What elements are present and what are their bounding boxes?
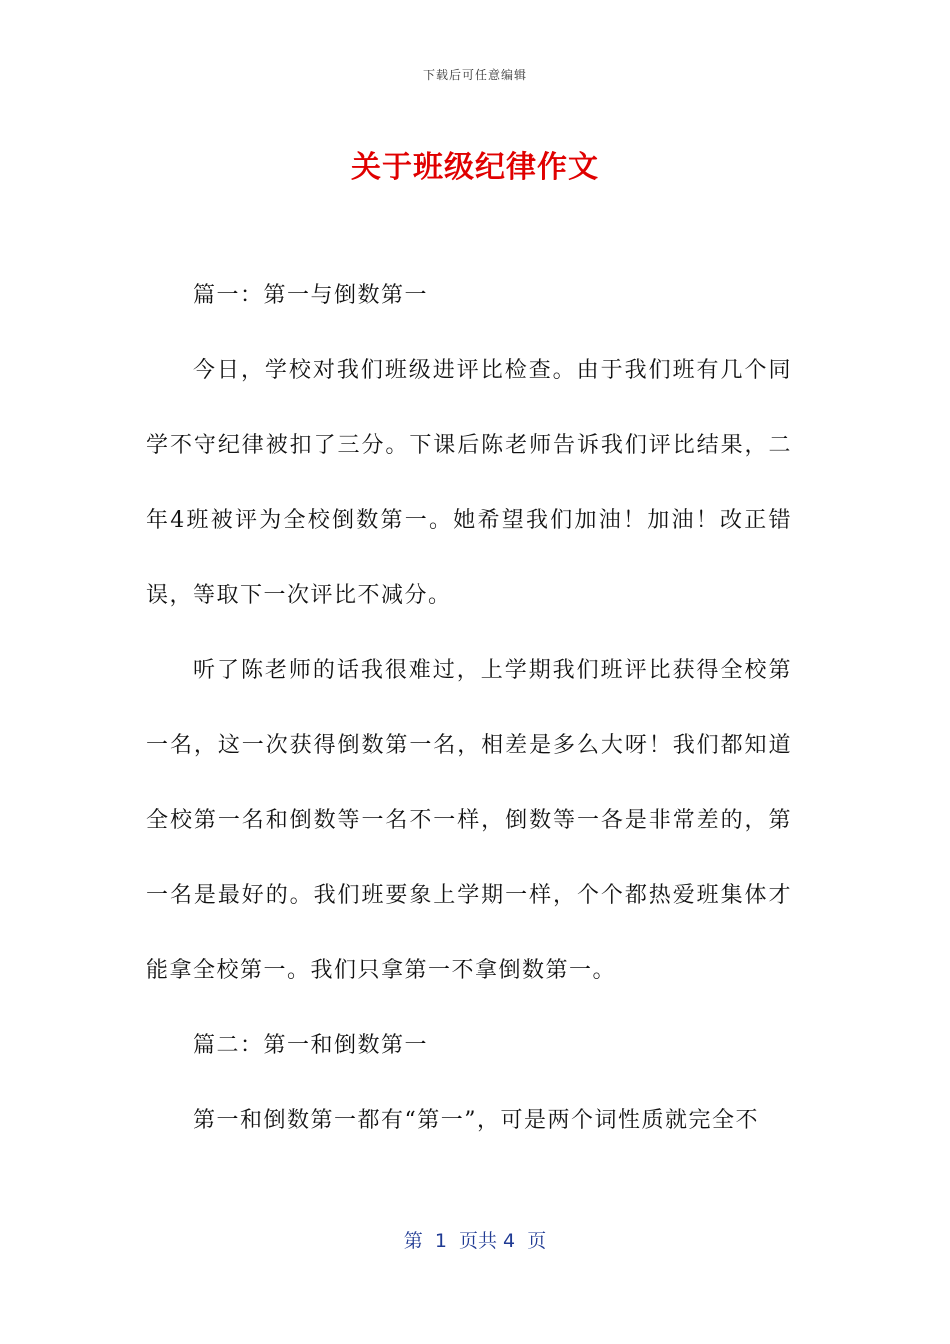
paragraph: 第一和倒数第一都有“第一”，可是两个词性质就完全不 xyxy=(193,1108,759,1133)
section-heading: 篇一：第一与倒数第一 xyxy=(193,283,429,308)
document-title: 关于班级纪律作文 xyxy=(351,150,599,185)
header-note: 下载后可任意编辑 xyxy=(422,68,527,82)
paragraph: 听了陈老师的话我很难过，上学期我们班评比获得全校第一名，这一次获得倒数第一名，相差是多么大呀！我们都知道全校第一名和倒数等一名不一样，倒数等一各是非常差的，第一名是最好的。我们班要象上学期一样，个个都热爱班集体才能拿全校第一。我们只拿第一不拿倒数第一。 xyxy=(146,658,792,983)
document-body xyxy=(146,258,792,1158)
section-heading: 篇二：第一和倒数第一 xyxy=(193,1033,429,1058)
page-number: 第 1 页共 4 页 xyxy=(403,1230,547,1252)
paragraph: 今日，学校对我们班级进评比检查。由于我们班有几个同学不守纪律被扣了三分。下课后陈老师告诉我们评比结果，二年4班被评为全校倒数第一。她希望我们加油！加油！改正错误，等取下一次评比不减分。 xyxy=(146,358,792,608)
